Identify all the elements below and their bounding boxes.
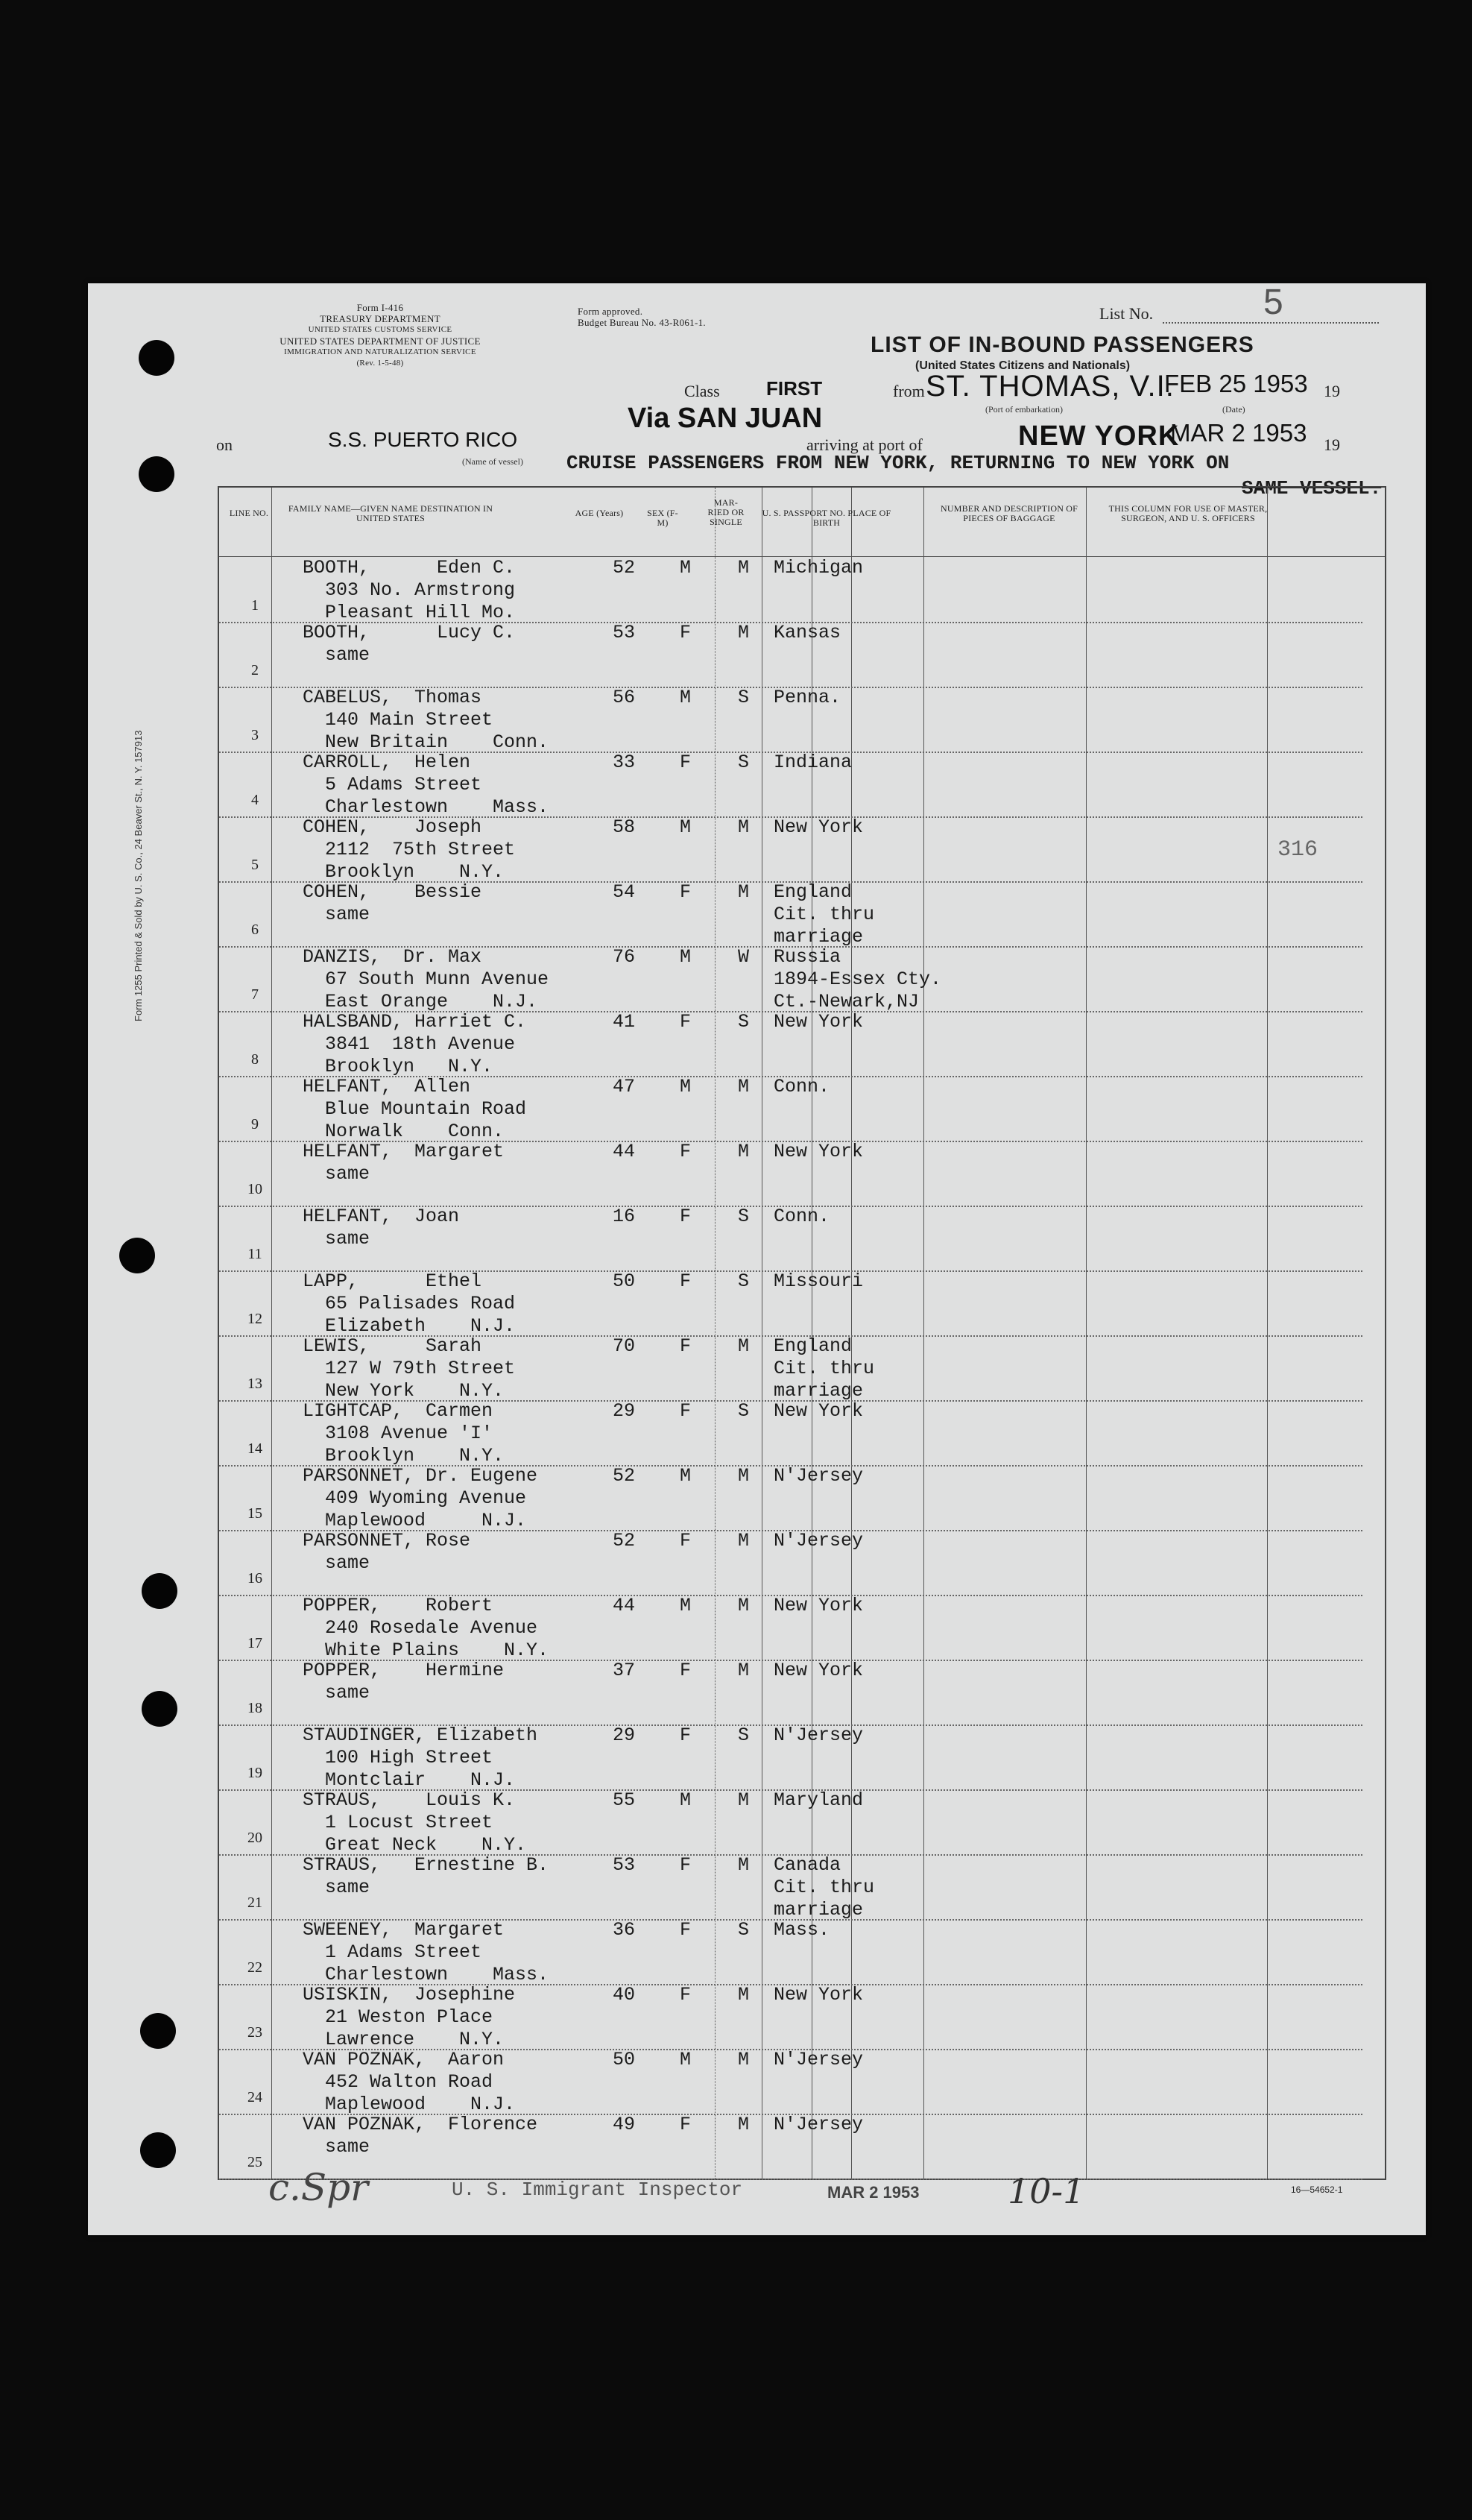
marital-status: M — [738, 1595, 750, 1616]
passenger-sex: F — [680, 622, 692, 643]
marital-status: M — [738, 816, 750, 838]
passenger-name: HELFANT, Margaret same — [303, 1141, 505, 1185]
marital-status: S — [738, 1011, 750, 1033]
year-suffix: 19 — [1324, 435, 1340, 454]
passenger-name: HALSBAND, Harriet C. 3841 18th Avenue Brooklyn N.Y. — [303, 1011, 527, 1077]
passenger-age: 50 — [613, 2049, 636, 2070]
printer-imprint: Form 1255 Printed & Sold by U. S. Co., 24 Beaver St., N. Y. 157913 — [133, 730, 144, 1021]
table-row — [219, 1791, 1385, 1856]
line-number: 20 — [247, 1830, 262, 1846]
passenger-sex: M — [680, 1465, 692, 1487]
passenger-name: COHEN, Joseph 2112 75th Street Brooklyn N.Y. — [303, 816, 516, 883]
passenger-name: COHEN, Bessie same — [303, 881, 482, 925]
place-of-birth: England Cit. thru marriage — [774, 881, 875, 948]
table-row — [219, 753, 1385, 818]
table-row — [219, 1077, 1385, 1142]
place-of-birth: Mass. — [774, 1919, 830, 1941]
table-row — [219, 1467, 1385, 1531]
line-number: 13 — [247, 1376, 262, 1392]
passenger-sex: F — [680, 1141, 692, 1162]
passenger-name: DANZIS, Dr. Max 67 South Munn Avenue East Orange N.J. — [303, 946, 549, 1012]
passenger-name: POPPER, Hermine same — [303, 1660, 505, 1704]
passenger-sex: M — [680, 1595, 692, 1616]
marital-status: M — [738, 1465, 750, 1487]
customs-label: UNITED STATES CUSTOMS SERVICE — [308, 325, 452, 334]
inspector-label: U. S. Immigrant Inspector — [452, 2179, 743, 2201]
line-number: 3 — [251, 727, 259, 743]
marital-status: M — [738, 1530, 750, 1552]
marital-status: S — [738, 752, 750, 773]
on-label: on — [216, 435, 233, 454]
place-of-birth: New York — [774, 1011, 864, 1033]
col-officers: THIS COLUMN FOR USE OF MASTER, SURGEON, AND U. S. OFFICERS — [1108, 503, 1268, 523]
passenger-age: 44 — [613, 1595, 636, 1616]
approval-block — [578, 306, 706, 328]
line-number: 8 — [251, 1051, 259, 1068]
col-baggage: NUMBER AND DESCRIPTION OF PIECES OF BAGGAGE — [940, 503, 1078, 523]
inspector-signature: c.Spr — [268, 2166, 369, 2209]
place-of-birth: New York — [774, 1984, 864, 2006]
passenger-age: 54 — [613, 881, 636, 903]
passenger-name: PARSONNET, Rose same — [303, 1530, 471, 1574]
form-number: Form I-416 — [356, 302, 404, 313]
table-row — [219, 688, 1385, 753]
table-row — [219, 1402, 1385, 1467]
passenger-name: HELFANT, Allen Blue Mountain Road Norwalk Conn. — [303, 1076, 527, 1142]
passenger-name: LEWIS, Sarah 127 W 79th Street New York N.Y. — [303, 1335, 516, 1402]
passenger-age: 29 — [613, 1400, 636, 1422]
place-of-birth: N'Jersey — [774, 1530, 864, 1552]
line-number: 14 — [247, 1440, 262, 1457]
place-of-birth: Michigan — [774, 557, 864, 579]
date-note: (Date) — [1222, 404, 1245, 415]
place-of-birth: Indiana — [774, 752, 853, 773]
table-row — [219, 1207, 1385, 1272]
col-sex: SEX (F-M) — [647, 508, 678, 528]
passenger-name: LIGHTCAP, Carmen 3108 Avenue 'I' Brooklyn N.Y. — [303, 1400, 505, 1467]
passenger-sex: F — [680, 881, 692, 903]
passenger-name: STRAUS, Louis K. 1 Locust Street Great Neck N.Y. — [303, 1789, 527, 1856]
passenger-age: 55 — [613, 1789, 636, 1811]
line-number: 4 — [251, 792, 259, 808]
table-row — [219, 1337, 1385, 1402]
place-of-birth: Maryland — [774, 1789, 864, 1811]
passenger-age: 52 — [613, 1465, 636, 1487]
via-port: Via SAN JUAN — [628, 403, 823, 434]
passenger-name: PARSONNET, Dr. Eugene 409 Wyoming Avenue Maplewood N.J. — [303, 1465, 538, 1531]
table-row — [219, 623, 1385, 688]
passenger-sex: F — [680, 1206, 692, 1227]
line-number: 19 — [247, 1765, 262, 1781]
place-of-birth: England Cit. thru marriage — [774, 1335, 875, 1402]
passenger-name: SWEENEY, Margaret 1 Adams Street Charlestown Mass. — [303, 1919, 549, 1985]
table-row — [219, 1142, 1385, 1207]
passenger-sex: F — [680, 1400, 692, 1422]
passenger-name: VAN POZNAK, Aaron 452 Walton Road Maplewood N.J. — [303, 2049, 516, 2115]
form-code: 16—54652-1 — [1291, 2184, 1343, 2195]
list-no-label: List No. — [1099, 304, 1154, 323]
col-passport: U. S. PASSPORT NO. PLACE OF BIRTH — [762, 508, 891, 528]
vessel-name: S.S. PUERTO RICO — [328, 428, 518, 451]
marital-status: S — [738, 1724, 750, 1746]
marital-status: M — [738, 622, 750, 643]
marital-status: M — [738, 1141, 750, 1162]
binder-hole — [140, 2132, 176, 2168]
marital-status: S — [738, 1919, 750, 1941]
binder-hole — [119, 1238, 155, 1273]
place-of-birth: N'Jersey — [774, 2049, 864, 2070]
page-title: LIST OF IN-BOUND PASSENGERS — [871, 333, 1254, 357]
passenger-name: USISKIN, Josephine 21 Weston Place Lawrence N.Y. — [303, 1984, 516, 2050]
line-number: 17 — [247, 1635, 262, 1651]
line-number: 6 — [251, 922, 259, 938]
line-number: 24 — [247, 2089, 262, 2105]
passenger-name: LAPP, Ethel 65 Palisades Road Elizabeth N.J. — [303, 1270, 516, 1337]
passenger-age: 76 — [613, 946, 636, 968]
binder-hole — [139, 340, 174, 376]
place-of-birth: Kansas — [774, 622, 841, 643]
passenger-sex: F — [680, 1011, 692, 1033]
line-number: 5 — [251, 857, 259, 873]
marital-status: M — [738, 1660, 750, 1681]
year-suffix: 19 — [1324, 382, 1340, 400]
passenger-age: 53 — [613, 1854, 636, 1876]
table-row — [219, 1531, 1385, 1596]
embarkation-date: FEB 25 1953 — [1164, 370, 1308, 397]
passenger-sex: F — [680, 1660, 692, 1681]
passenger-age: 41 — [613, 1011, 636, 1033]
place-of-birth: Missouri — [774, 1270, 864, 1292]
line-number: 7 — [251, 986, 259, 1003]
passenger-sex: F — [680, 2114, 692, 2135]
passenger-sex: M — [680, 557, 692, 579]
passenger-age: 52 — [613, 557, 636, 579]
passenger-age: 40 — [613, 1984, 636, 2006]
passenger-name: VAN POZNAK, Florence same — [303, 2114, 538, 2158]
table-row — [219, 2050, 1385, 2115]
same-vessel-note: SAME VESSEL. — [1242, 477, 1382, 500]
table-row — [219, 1921, 1385, 1985]
passenger-age: 29 — [613, 1724, 636, 1746]
passenger-sex: F — [680, 752, 692, 773]
binder-hole — [142, 1573, 177, 1609]
table-row — [219, 883, 1385, 948]
passenger-age: 58 — [613, 816, 636, 838]
passenger-sex: F — [680, 1530, 692, 1552]
passenger-sex: M — [680, 2049, 692, 2070]
passenger-age: 52 — [613, 1530, 636, 1552]
place-of-birth: Conn. — [774, 1076, 830, 1097]
marital-status: M — [738, 1335, 750, 1357]
page-subtitle: (United States Citizens and Nationals) — [915, 359, 1131, 372]
place-of-birth: Russia 1894-Essex Cty. Ct.-Newark,NJ — [774, 946, 942, 1012]
passenger-sex: F — [680, 1854, 692, 1876]
place-of-birth: Conn. — [774, 1206, 830, 1227]
line-number: 1 — [251, 597, 259, 614]
ins-label: IMMIGRATION AND NATURALIZATION SERVICE — [284, 347, 476, 356]
marital-status: W — [738, 946, 750, 968]
passenger-age: 36 — [613, 1919, 636, 1941]
line-number: 18 — [247, 1700, 262, 1716]
col-name: FAMILY NAME—GIVEN NAME DESTINATION IN UNITED STATES — [288, 503, 493, 523]
col-married: MAR-RIED OR SINGLE — [707, 497, 745, 527]
passenger-name: CARROLL, Helen 5 Adams Street Charlestown Mass. — [303, 752, 549, 818]
passenger-age: 44 — [613, 1141, 636, 1162]
budget-label: Budget Bureau No. 43-R061-1. — [578, 317, 706, 328]
table-row — [219, 1661, 1385, 1726]
marital-status: M — [738, 881, 750, 903]
vessel-note: (Name of vessel) — [462, 456, 523, 467]
passenger-name: BOOTH, Lucy C. same — [303, 622, 516, 666]
table-row — [219, 1856, 1385, 1921]
cruise-note: CRUISE PASSENGERS FROM NEW YORK, RETURNING TO NEW YORK ON — [566, 452, 1230, 474]
passenger-sex: F — [680, 1335, 692, 1357]
passenger-sex: M — [680, 946, 692, 968]
marital-status: M — [738, 1076, 750, 1097]
justice-label: UNITED STATES DEPARTMENT OF JUSTICE — [279, 336, 481, 347]
marital-status: M — [738, 1854, 750, 1876]
line-number: 16 — [247, 1570, 262, 1587]
arriving-label: arriving at port of — [806, 435, 923, 454]
passenger-sex: F — [680, 1919, 692, 1941]
revision-label: (Rev. 1-5-48) — [356, 359, 404, 368]
passenger-sex: F — [680, 1984, 692, 2006]
marital-status: S — [738, 1206, 750, 1227]
passenger-name: BOOTH, Eden C. 303 No. Armstrong Pleasant Hill Mo. — [303, 557, 516, 623]
passenger-name: HELFANT, Joan same — [303, 1206, 460, 1250]
line-number: 22 — [247, 1959, 262, 1976]
passenger-age: 49 — [613, 2114, 636, 2135]
passenger-sex: F — [680, 1270, 692, 1292]
place-of-birth: New York — [774, 816, 864, 838]
marital-status: M — [738, 2049, 750, 2070]
passenger-age: 33 — [613, 752, 636, 773]
class-label: Class — [684, 382, 720, 400]
passenger-sex: M — [680, 1076, 692, 1097]
place-of-birth: N'Jersey — [774, 2114, 864, 2135]
passenger-age: 47 — [613, 1076, 636, 1097]
class-value: FIRST — [766, 377, 823, 400]
embarkation-note: (Port of embarkation) — [985, 404, 1063, 415]
passenger-sex: M — [680, 687, 692, 708]
passenger-age: 56 — [613, 687, 636, 708]
marital-status: M — [738, 557, 750, 579]
passenger-sex: M — [680, 1789, 692, 1811]
table-row — [219, 948, 1385, 1012]
passenger-age: 50 — [613, 1270, 636, 1292]
line-number: 10 — [247, 1181, 262, 1197]
binder-hole — [139, 456, 174, 492]
agency-block — [212, 302, 548, 369]
place-of-birth: New York — [774, 1660, 864, 1681]
place-of-birth: N'Jersey — [774, 1465, 864, 1487]
table-row — [219, 1985, 1385, 2050]
line-number: 11 — [247, 1246, 262, 1262]
passenger-name: STAUDINGER, Elizabeth 100 High Street Montclair N.J. — [303, 1724, 538, 1791]
marital-status: M — [738, 2114, 750, 2135]
line-number: 15 — [247, 1505, 262, 1522]
embarkation-port: ST. THOMAS, V.I. — [926, 370, 1175, 403]
table-row — [219, 1726, 1385, 1791]
place-of-birth: N'Jersey — [774, 1724, 864, 1746]
marital-status: M — [738, 1984, 750, 2006]
table-row — [219, 1596, 1385, 1661]
approved-label: Form approved. — [578, 306, 643, 317]
line-number: 2 — [251, 662, 259, 678]
line-number: 12 — [247, 1311, 262, 1327]
place-of-birth: Penna. — [774, 687, 841, 708]
treasury-label: TREASURY DEPARTMENT — [320, 313, 440, 324]
place-of-birth: New York — [774, 1141, 864, 1162]
inspection-stamp-date: MAR 2 1953 — [827, 2183, 920, 2202]
col-age: AGE (Years) — [575, 508, 624, 518]
place-of-birth: Canada Cit. thru marriage — [774, 1854, 875, 1921]
line-number: 23 — [247, 2024, 262, 2041]
passenger-age: 70 — [613, 1335, 636, 1357]
line-number: 9 — [251, 1116, 259, 1133]
line-number: 21 — [247, 1894, 262, 1911]
passenger-age: 53 — [613, 622, 636, 643]
table-row — [219, 558, 1385, 623]
binder-hole — [142, 1691, 177, 1727]
table-row — [219, 1012, 1385, 1077]
marital-status: S — [738, 687, 750, 708]
place-of-birth: New York — [774, 1400, 864, 1422]
passenger-sex: F — [680, 1724, 692, 1746]
passenger-age: 37 — [613, 1660, 636, 1681]
handwritten-count: 10-1 — [1008, 2171, 1085, 2211]
binder-hole — [140, 2013, 176, 2049]
arrival-port: NEW YORK — [1018, 420, 1180, 452]
table-row — [219, 2115, 1385, 2180]
place-of-birth: New York — [774, 1595, 864, 1616]
passenger-age: 16 — [613, 1206, 636, 1227]
passenger-table — [218, 486, 1386, 2180]
col-line: LINE NO. — [229, 508, 269, 518]
list-no-value: 5 — [1263, 283, 1283, 322]
table-row — [219, 818, 1385, 883]
passenger-sex: M — [680, 816, 692, 838]
passenger-name: CABELUS, Thomas 140 Main Street New Britain Conn. — [303, 687, 549, 753]
table-row — [219, 1272, 1385, 1337]
passenger-name: STRAUS, Ernestine B. same — [303, 1854, 549, 1898]
from-label: from — [893, 382, 925, 400]
marital-status: S — [738, 1400, 750, 1422]
line-number: 25 — [247, 2154, 262, 2170]
arrival-date: MAR 2 1953 — [1170, 419, 1307, 447]
marital-status: S — [738, 1270, 750, 1292]
officer-note: 316 — [1277, 837, 1318, 863]
marital-status: M — [738, 1789, 750, 1811]
passenger-name: POPPER, Robert 240 Rosedale Avenue White Plains N.Y. — [303, 1595, 549, 1661]
